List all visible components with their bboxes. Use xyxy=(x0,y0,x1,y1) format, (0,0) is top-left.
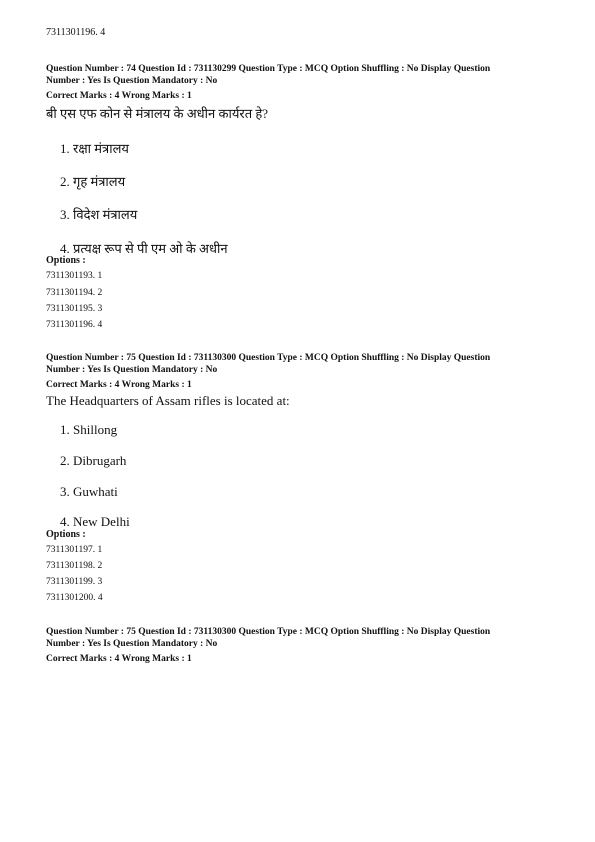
option-id: 7311301194. 2 xyxy=(46,288,103,298)
option-id: 7311301199. 3 xyxy=(46,577,103,587)
question-text: बी एस एफ कोन से मंत्रालय के अधीन कार्यरत हे? xyxy=(46,106,269,121)
question-header-line2: Number : Yes Is Question Mandatory : No xyxy=(46,76,218,86)
answer-choice: 4. प्रत्यक्ष रूप से पी एम ओ के अधीन xyxy=(60,241,228,256)
answer-choice: 3. विदेश मंत्रालय xyxy=(60,207,138,222)
question-header-line2: Number : Yes Is Question Mandatory : No xyxy=(46,639,218,649)
question-marks: Correct Marks : 4 Wrong Marks : 1 xyxy=(46,380,192,390)
option-id: 7311301197. 1 xyxy=(46,545,103,555)
options-label: Options : xyxy=(46,255,86,266)
question-header-line1: Question Number : 75 Question Id : 731130300 Question Type : MCQ Option Shuffling : No Display Question xyxy=(46,627,491,637)
question-header-line1: Question Number : 74 Question Id : 731130299 Question Type : MCQ Option Shuffling : No Display Question xyxy=(46,64,491,74)
option-id: 7311301193. 1 xyxy=(46,271,103,281)
answer-choice: 4. New Delhi xyxy=(60,514,130,529)
answer-choice: 1. Shillong xyxy=(60,422,118,437)
option-id: 7311301196. 4 xyxy=(46,320,103,330)
question-marks: Correct Marks : 4 Wrong Marks : 1 xyxy=(46,91,192,101)
answer-choice: 2. गृह मंत्रालय xyxy=(60,174,126,189)
option-id-line: 7311301196. 4 xyxy=(46,27,106,38)
answer-choice: 2. Dibrugarh xyxy=(60,453,127,468)
answer-choice: 3. Guwhati xyxy=(60,484,118,499)
question-marks: Correct Marks : 4 Wrong Marks : 1 xyxy=(46,654,192,664)
options-label: Options : xyxy=(46,529,86,540)
question-text: The Headquarters of Assam rifles is located at: xyxy=(46,393,290,408)
question-header-line2: Number : Yes Is Question Mandatory : No xyxy=(46,365,218,375)
option-id: 7311301198. 2 xyxy=(46,561,103,571)
answer-choice: 1. रक्षा मंत्रालय xyxy=(60,141,129,156)
question-header-line1: Question Number : 75 Question Id : 731130300 Question Type : MCQ Option Shuffling : No Display Question xyxy=(46,353,491,363)
option-id: 7311301195. 3 xyxy=(46,304,103,314)
option-id: 7311301200. 4 xyxy=(46,593,103,603)
